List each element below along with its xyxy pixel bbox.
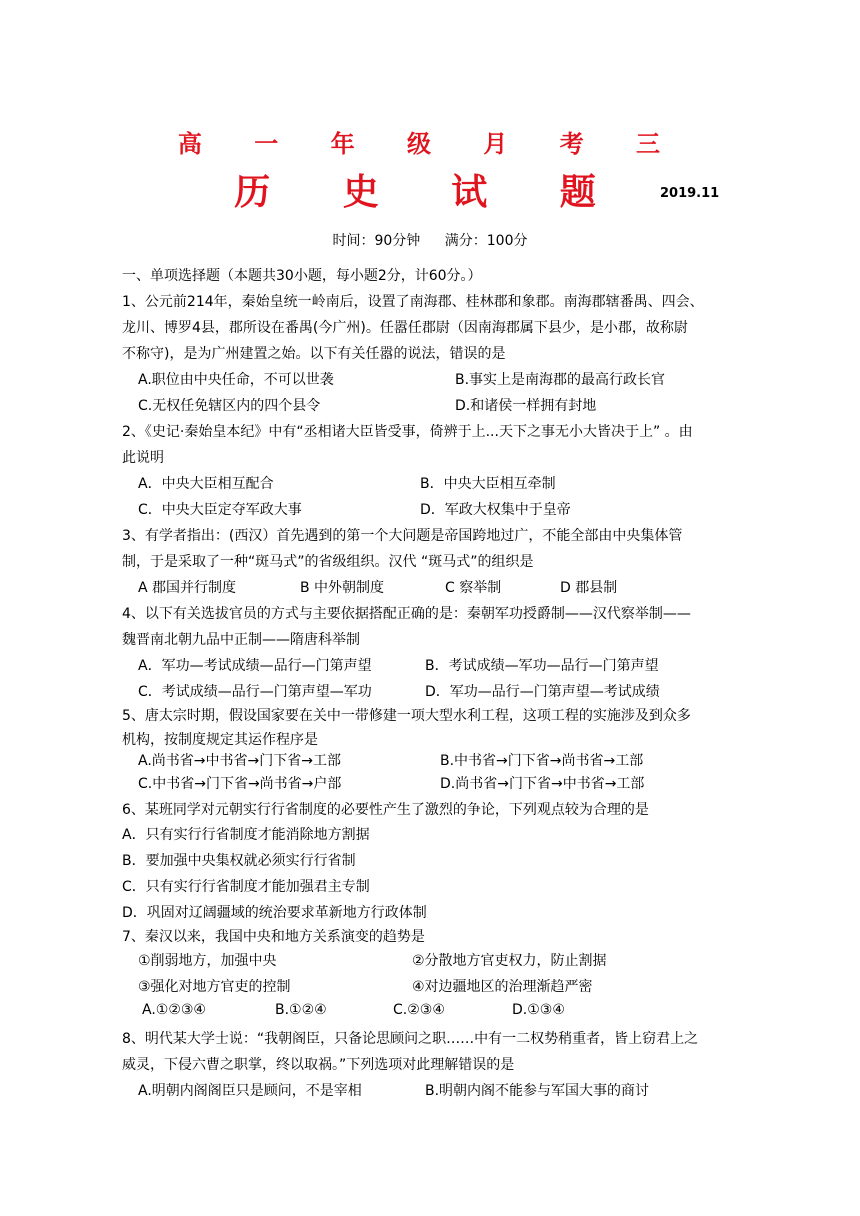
section-heading: 一、单项选择题（本题共30小题，每小题2分，计60分。） xyxy=(122,268,482,284)
q1-line3: 不称守)，是为广州建置之始。以下有关任嚣的说法，错误的是 xyxy=(122,346,506,362)
q5-option-b: B.中书省→门下省→尚书省→工部 xyxy=(440,753,644,769)
q8-line2: 威灵，下侵六曹之职掌，终以取祸。”下列选项对此理解错误的是 xyxy=(122,1057,515,1073)
q2-line1: 2、《史记·秦始皇本纪》中有“丞相诸大臣皆受事，倚辨于上...天下之事无小大皆决于上” 。由 xyxy=(122,424,693,440)
q3-option-a: A 郡国并行制度 xyxy=(138,580,237,596)
exam-time: 时间：90分钟 xyxy=(332,233,421,249)
q8-line1: 8、明代某大学士说：“我朝阁臣，只备论思顾问之职……中有一二权势稍重者，皆上窃君上之 xyxy=(122,1031,699,1047)
q1-option-c: C.无权任免辖区内的四个县令 xyxy=(138,398,321,414)
q1-option-d: D.和诸侯一样拥有封地 xyxy=(455,398,597,414)
q6-line1: 6、某班同学对元朝实行行省制度的必要性产生了激烈的争论，下列观点较为合理的是 xyxy=(122,802,649,818)
q7-statement-3: ③强化对地方官吏的控制 xyxy=(138,979,291,995)
q7-statement-4: ④对边疆地区的治理渐趋严密 xyxy=(412,979,593,995)
q6-option-a: A．只有实行行省制度才能消除地方割据 xyxy=(122,827,370,843)
q1-line2: 龙川、博罗4县，郡所设在番禺(今广州)。任嚣任郡尉（因南海郡属下县少，是小郡，故称尉 xyxy=(122,320,688,336)
q4-option-a: A．军功—考试成绩—品行—门第声望 xyxy=(138,658,372,674)
q4-option-d: D．军功—品行—门第声望—考试成绩 xyxy=(425,684,660,700)
q1-option-b: B.事实上是南海郡的最高行政长官 xyxy=(455,372,666,388)
q7-option-d: D.①③④ xyxy=(512,1002,565,1018)
q3-option-d: D 郡县制 xyxy=(560,580,618,596)
q2-option-c: C．中央大臣定夺军政大事 xyxy=(138,502,302,518)
exam-date: 2019.11 xyxy=(660,186,720,201)
q4-line1: 4、以下有关选拔官员的方式与主要依据搭配正确的是：秦朝军功授爵制——汉代察举制—— xyxy=(122,606,691,622)
q3-option-c: C 察举制 xyxy=(445,580,502,596)
q7-line1: 7、秦汉以来，我国中央和地方关系演变的趋势是 xyxy=(122,929,425,945)
exam-score: 满分：100分 xyxy=(444,233,528,249)
q2-option-a: A．中央大臣相互配合 xyxy=(138,476,274,492)
q5-line2: 机构，按制度规定其运作程序是 xyxy=(122,732,318,748)
q5-option-c: C.中书省→门下省→尚书省→户部 xyxy=(138,776,342,792)
q8-option-b: B.明朝内阁不能参与军国大事的商讨 xyxy=(425,1083,650,1099)
q2-option-b: B．中央大臣相互牵制 xyxy=(420,476,556,492)
q7-option-c: C.②③④ xyxy=(393,1002,445,1018)
q7-option-b: B.①②④ xyxy=(275,1002,327,1018)
q3-line1: 3、有学者指出：(西汉）首先遇到的第一个大问题是帝国跨地过广，不能全部由中央集体管 xyxy=(122,528,683,544)
q6-option-c: C．只有实行行省制度才能加强君主专制 xyxy=(122,879,370,895)
q4-option-c: C．考试成绩—品行—门第声望—军功 xyxy=(138,684,372,700)
subject-title: 历 史 试 题 xyxy=(234,171,626,213)
q1-option-a: A.职位由中央任命，不可以世袭 xyxy=(138,372,334,388)
q8-option-a: A.明朝内阁阁臣只是顾问，不是宰相 xyxy=(138,1083,362,1099)
q4-line2: 魏晋南北朝九品中正制——隋唐科举制 xyxy=(122,632,360,648)
q7-option-a: A.①②③④ xyxy=(142,1002,206,1018)
q5-line1: 5、唐太宗时期，假设国家要在关中一带修建一项大型水利工程，这项工程的实施涉及到众多 xyxy=(122,708,691,724)
q7-statement-1: ①削弱地方，加强中央 xyxy=(138,953,277,969)
q2-line2: 此说明 xyxy=(122,450,164,466)
q2-option-d: D．军政大权集中于皇帝 xyxy=(420,502,571,518)
q4-option-b: B．考试成绩—军功—品行—门第声望 xyxy=(425,658,659,674)
q3-option-b: B 中外朝制度 xyxy=(300,580,385,596)
q6-option-b: B．要加强中央集权就必须实行行省制 xyxy=(122,853,356,869)
grade-title: 高 一 年 级 月 考 三 xyxy=(177,129,683,158)
q3-line2: 制，于是采取了一种“斑马式”的省级组织。汉代 “斑马式”的组织是 xyxy=(122,554,534,570)
q1-line1: 1、公元前214年，秦始皇统一岭南后，设置了南海郡、桂林郡和象郡。南海郡辖番禺、四会、 xyxy=(122,294,704,310)
q6-option-d: D．巩固对辽阔疆域的统治要求革新地方行政体制 xyxy=(122,905,427,921)
exam-meta xyxy=(0,230,860,250)
q7-statement-2: ②分散地方官吏权力，防止割据 xyxy=(412,953,607,969)
q5-option-d: D.尚书省→门下省→中书省→工部 xyxy=(440,776,645,792)
q5-option-a: A.尚书省→中书省→门下省→工部 xyxy=(138,753,341,769)
